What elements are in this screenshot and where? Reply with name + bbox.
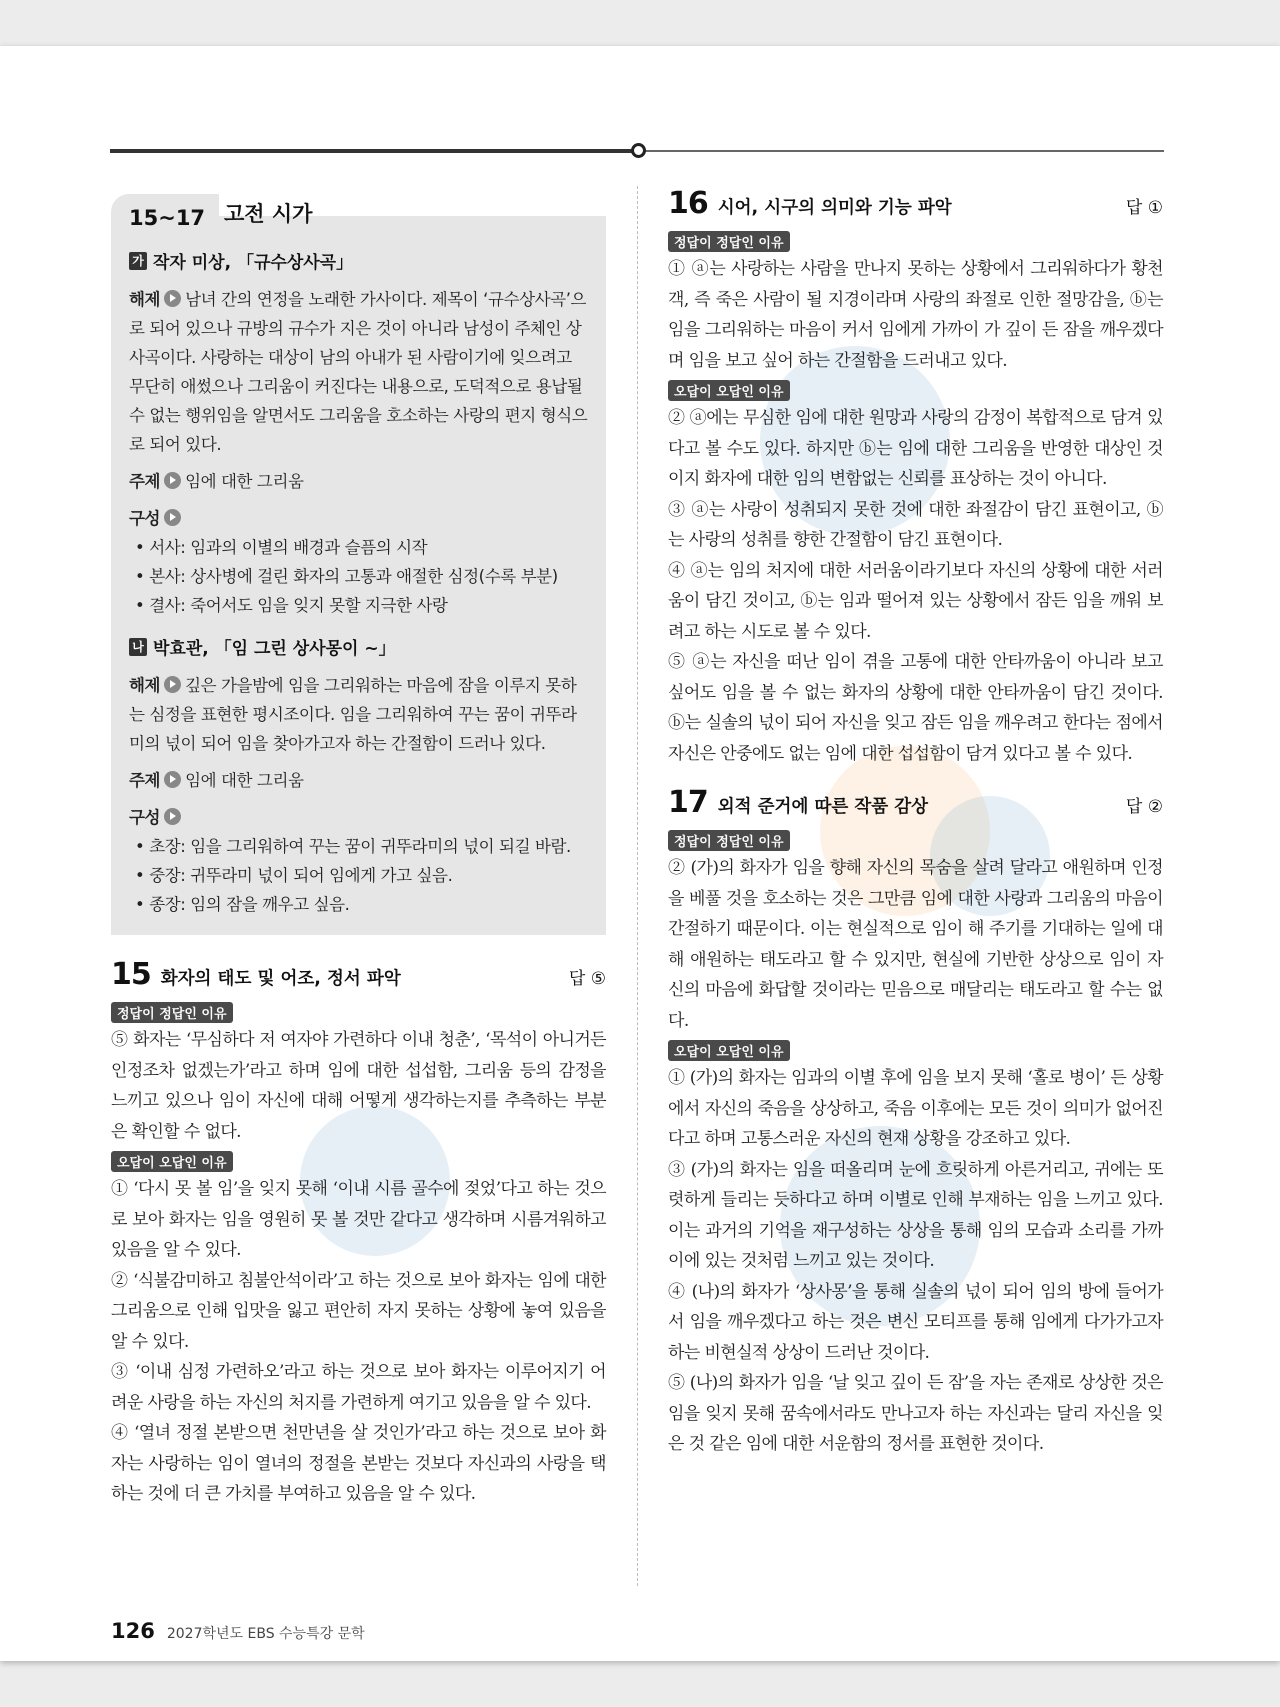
summary-range: 15~17	[111, 194, 219, 234]
header-rule-thick	[110, 149, 638, 153]
work-b-explanation-text: 깊은 가을밤에 임을 그리워하는 마음에 잠을 이루지 못하는 심정을 표현한 평시조이다. 임을 그리워하여 꾸는 꿈이 귀뚜라미의 넋이 되어 임을 찾아가고자 하는 간절함이 드러나 있다.	[129, 676, 577, 753]
work-b-structure-item: • 종장: 임의 잠을 깨우고 싶음.	[129, 890, 588, 919]
question-15-answer: 답 ⑤	[568, 969, 606, 989]
structure-label: 구성	[129, 808, 161, 827]
question-15-wrong-item: ③ ‘이내 심정 가련하오’라고 하는 것으로 보아 화자는 이루어지기 어려운 사랑을 하는 자신의 처지를 가련하게 여기고 있음을 알 수 있다.	[111, 1362, 606, 1413]
question-16-wrong-item: ⑤ ⓐ는 자신을 떠난 임이 겪을 고통에 대한 안타까움이 아니라 보고 싶어도 임을 볼 수 없는 화자의 상황에 대한 안타까움이 담긴 것이다. ⓑ는 실솔의 넋이 되어 자신을 잊고 잠든 임을 깨우려고 한다는 점에서 자신은 안중에도 없는 임에 대한 섭섭함이 담겨 있다고 볼 수 있다.	[668, 652, 1163, 764]
theme-label: 주제	[129, 472, 161, 491]
arrow-icon	[164, 676, 181, 693]
question-17-title: 외적 준거에 따른 작품 감상	[717, 797, 929, 817]
question-17-header	[668, 785, 1163, 820]
work-b-title-text: 박효관, 「임 그린 상사몽이 ~」	[153, 639, 396, 659]
summary-title: 고전 시가	[224, 202, 313, 226]
arrow-icon	[164, 771, 181, 788]
work-a-theme-text: 임에 대한 그리움	[185, 472, 304, 491]
arrow-icon	[164, 290, 181, 307]
arrow-icon	[164, 509, 181, 526]
work-a-structure-item: • 서사: 임과의 이별의 배경과 슬픔의 시작	[129, 533, 588, 562]
work-a-title	[129, 248, 588, 273]
work-b-marker: 나	[129, 638, 147, 656]
column-divider	[637, 186, 638, 1586]
question-16-wrong-item: ④ ⓐ는 임의 처지에 대한 서러움이라기보다 자신의 상황에 대한 서러움이 담긴 것이고, ⓑ는 임과 떨어져 있는 상황에서 잠든 임을 깨워 보려고 하는 시도로 볼 수 있다.	[668, 560, 1163, 642]
structure-label: 구성	[129, 509, 161, 528]
question-15-wrong-item: ② ‘식불감미하고 침불안석이라’고 하는 것으로 보아 화자는 임에 대한 그리움으로 인해 입맛을 잃고 편안히 자지 못하는 상황에 놓여 있음을 알 수 있다.	[111, 1270, 606, 1352]
question-16-title: 시어, 시구의 의미와 기능 파악	[717, 198, 952, 218]
page-number: 126	[111, 1619, 155, 1643]
theme-label: 주제	[129, 771, 161, 790]
explanation-label: 해제	[129, 676, 161, 695]
work-b-structure-item: • 중장: 귀뚜라미 넋이 되어 임에게 가고 싶음.	[129, 861, 588, 890]
question-16-wrong-item: ③ ⓐ는 사랑이 성취되지 못한 것에 대한 좌절감이 담긴 표현이고, ⓑ는 사랑의 성취를 향한 간절함이 담긴 표현이다.	[668, 499, 1163, 550]
work-b-structure-item: • 초장: 임을 그리워하여 꾸는 꿈이 귀뚜라미의 넋이 되길 바람.	[129, 832, 588, 861]
work-a-explanation	[129, 285, 588, 459]
question-15-wrong-item: ① ‘다시 못 볼 임’을 잊지 못해 ‘이내 시름 골수에 젖었’다고 하는 것으로 보아 화자는 임을 영원히 못 볼 것만 같다고 생각하며 시름겨워하고 있음을 알 수 있다.	[111, 1179, 606, 1260]
question-17-wrong-item: ④ (나)의 화자가 ‘상사몽’을 통해 실솔의 넋이 되어 임의 방에 들어가서 임을 깨우겠다고 하는 것은 변신 모티프를 통해 임에게 다가가고자 하는 비현실적 상상이 드러난 것이다.	[668, 1281, 1163, 1363]
question-15-wrong-item: ④ ‘열녀 정절 본받으면 천만년을 살 것인가’라고 하는 것으로 보아 화자는 사랑하는 임이 열녀의 정절을 본받는 것보다 자신과의 사랑을 택하는 것에 더 큰 가치를 부여하고 있음을 알 수 있다.	[111, 1423, 606, 1504]
question-16-header	[668, 186, 1163, 221]
explanation-label: 해제	[129, 290, 161, 309]
header-rule-thin	[638, 150, 1164, 152]
wrong-reason-tag: 오답이 오답인 이유	[111, 1151, 233, 1172]
correct-reason-tag: 정답이 정답인 이유	[668, 231, 790, 252]
work-b-title	[129, 634, 588, 659]
work-a-structure	[129, 504, 588, 533]
work-b-theme	[129, 766, 588, 795]
right-column	[668, 186, 1163, 1460]
book-title: 2027학년도 EBS 수능특강 문학	[166, 1626, 365, 1642]
header-rule	[110, 149, 1164, 153]
work-a-marker: 가	[129, 252, 147, 270]
question-15-correct: ⑤ 화자는 ‘무심하다 저 여자야 가련하다 이내 청춘’, ‘목석이 아니거든 인정조차 없겠는가’라고 하며 임에 대한 섭섭함, 그리움 등의 감정을 느끼고 있으나 임이 자신에 대해 어떻게 생각하는지를 추측하는 부분은 확인할 수 없다.	[111, 1030, 606, 1142]
correct-reason-tag: 정답이 정답인 이유	[111, 1002, 233, 1023]
work-b-explanation	[129, 671, 588, 758]
work-a-structure-item: • 결사: 죽어서도 임을 잊지 못할 지극한 사랑	[129, 591, 588, 620]
question-16-correct: ① ⓐ는 사랑하는 사람을 만나지 못하는 상황에서 그리워하다가 황천객, 즉 죽은 사람이 될 지경이라며 사랑의 좌절로 인한 절망감을, ⓑ는 임을 그리워하는 마음이 커서 임에게 가까이 가 깊이 든 잠을 깨우겠다며 임을 보고 싶어 하는 간절함을 드러내고 있다.	[668, 259, 1163, 371]
header-rule-dot	[631, 143, 646, 158]
work-a-explanation-text: 남녀 간의 연정을 노래한 가사이다. 제목이 ‘규수상사곡’으로 되어 있으나 규방의 규수가 지은 것이 아니라 남성이 주체인 상사곡이다. 사랑하는 대상이 남의 아내가 된 사람이기에 잊으려고 무단히 애썼으나 그리움이 커진다는 내용으로, 도덕적으로 용납될 수 없는 행위임을 알면서도 그리움을 호소하는 사랑의 편지 형식으로 되어 있다.	[129, 290, 588, 454]
question-17-wrong-item: ① (가)의 화자는 임과의 이별 후에 임을 보지 못해 ‘홀로 병이’ 든 상황에서 자신의 죽음을 상상하고, 죽음 이후에는 모든 것이 의미가 없어진다고 하며 고통스러운 자신의 현재 상황을 강조하고 있다.	[668, 1068, 1163, 1149]
summary-box	[111, 202, 606, 935]
page-footer	[111, 1619, 365, 1643]
wrong-reason-tag: 오답이 오답인 이유	[668, 1040, 790, 1061]
work-b-structure	[129, 803, 588, 832]
question-17-wrong-item: ③ (가)의 화자는 임을 떠올리며 눈에 흐릿하게 아른거리고, 귀에는 또렷하게 들리는 듯하다고 하며 이별로 인해 부재하는 임을 느끼고 있다. 이는 과거의 기억을 재구성하는 상상을 통해 임의 모습과 소리를 가까이에 있는 것처럼 느끼고 있는 것이다.	[668, 1159, 1163, 1271]
question-16-answer: 답 ①	[1125, 198, 1163, 218]
work-a-title-text: 작자 미상, 「규수상사곡」	[153, 253, 354, 273]
correct-reason-tag: 정답이 정답인 이유	[668, 830, 790, 851]
page-sheet	[0, 46, 1280, 1661]
question-16-number: 16	[668, 186, 708, 221]
question-17-answer: 답 ②	[1125, 797, 1163, 817]
question-17-number: 17	[668, 785, 708, 820]
question-17-correct: ② (가)의 화자가 임을 향해 자신의 목숨을 살려 달라고 애원하며 인정을 베풀 것을 호소하는 것은 그만큼 임에 대한 사랑과 그리움의 마음이 간절하기 때문이다. 이는 현실적으로 임이 해 주기를 기대하는 일에 대해 애원하는 태도라고 할 수 있지만, 현실에 기반한 상상으로 임이 자신의 마음에 화답할 것이라는 믿음으로 매달리는 태도라고 할 수는 없다.	[668, 858, 1163, 1031]
question-17-wrong-item: ⑤ (나)의 화자가 임을 ‘날 잊고 깊이 든 잠’을 자는 존재로 상상한 것은 임을 잊지 못해 꿈속에서라도 만나고자 하는 자신과는 달리 자신을 잊은 것 같은 임에 대한 서운함의 정서를 표현한 것이다.	[668, 1373, 1163, 1454]
question-15-title: 화자의 태도 및 어조, 정서 파악	[160, 969, 401, 989]
work-b-theme-text: 임에 대한 그리움	[185, 771, 304, 790]
question-15-header	[111, 957, 606, 992]
wrong-reason-tag: 오답이 오답인 이유	[668, 380, 790, 401]
arrow-icon	[164, 472, 181, 489]
question-16-wrong-item: ② ⓐ에는 무심한 임에 대한 원망과 사랑의 감정이 복합적으로 담겨 있다고 볼 수도 있다. 하지만 ⓑ는 임에 대한 그리움을 반영한 대상인 것이지 화자에 대한 임의 변함없는 신뢰를 표상하는 것이 아니다.	[668, 408, 1163, 489]
work-a-structure-item: • 본사: 상사병에 걸린 화자의 고통과 애절한 심정(수록 부분)	[129, 562, 588, 591]
left-column	[111, 186, 606, 1510]
work-a-theme	[129, 467, 588, 496]
arrow-icon	[164, 808, 181, 825]
question-15-number: 15	[111, 957, 151, 992]
